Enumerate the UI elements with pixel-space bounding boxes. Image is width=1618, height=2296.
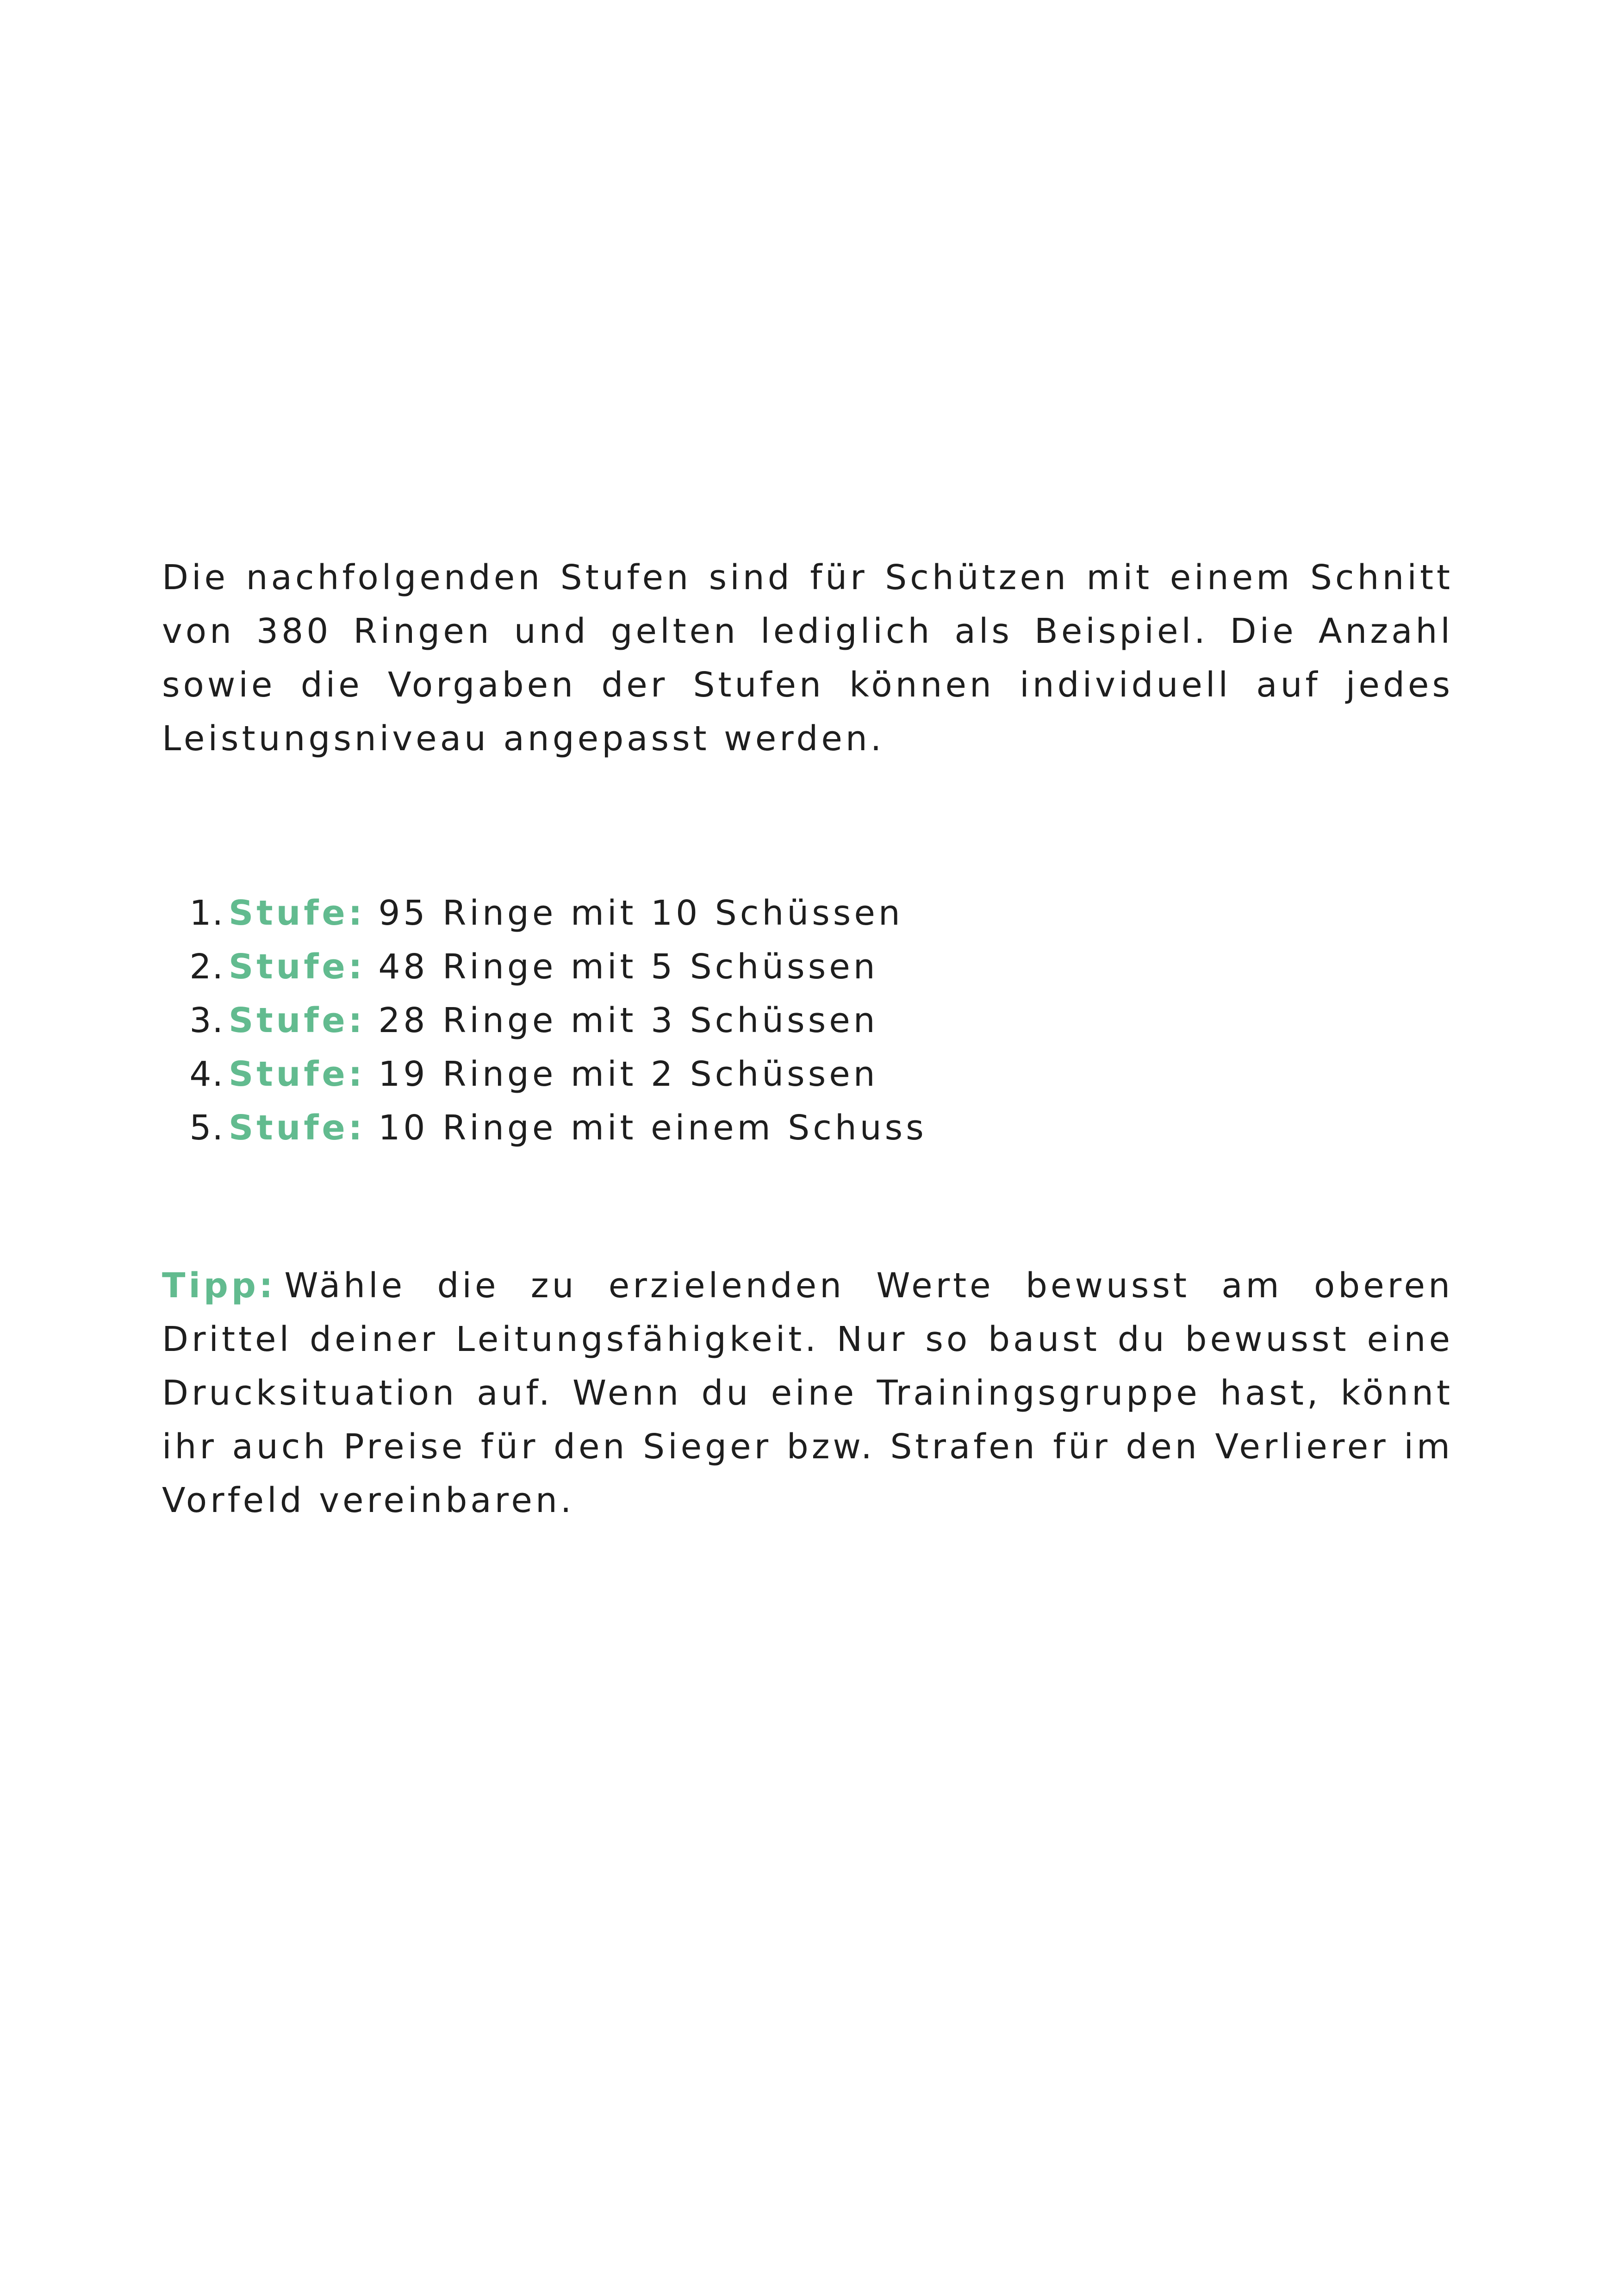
level-label: Stufe: xyxy=(229,893,366,933)
document-content xyxy=(162,551,1453,1520)
level-text: 10 Ringe mit einem Schuss xyxy=(378,1108,927,1148)
level-label: Stufe: xyxy=(229,1001,366,1040)
list-item xyxy=(185,994,927,1047)
level-text: 28 Ringe mit 3 Schüssen xyxy=(378,1001,878,1040)
level-number: 2. xyxy=(189,947,224,987)
level-number: 1. xyxy=(189,893,224,933)
level-text: 19 Ringe mit 2 Schüssen xyxy=(378,1054,878,1094)
list-item xyxy=(185,1047,927,1101)
level-text: 95 Ringe mit 10 Schüssen xyxy=(378,893,903,933)
level-number: 3. xyxy=(189,1001,224,1040)
level-number: 4. xyxy=(189,1054,224,1094)
tip-paragraph xyxy=(162,1259,1453,1527)
list-item xyxy=(185,886,927,940)
level-label: Stufe: xyxy=(229,1054,366,1094)
list-item xyxy=(185,940,927,994)
tip-label: Tipp: xyxy=(162,1266,276,1306)
level-text: 48 Ringe mit 5 Schüssen xyxy=(378,947,878,987)
levels-list xyxy=(185,886,927,1155)
level-label: Stufe: xyxy=(229,947,366,987)
intro-paragraph: Die nachfolgenden Stufen sind für Schützen mit einem Schnitt von 380 Ringen und gelten lediglich als Beispiel. Die Anzahl sowie die Vorgaben der Stufen können individuell auf jedes Leistungsniveau angepasst werden. xyxy=(162,558,1453,759)
tip-text: Wähle die zu erzielenden Werte bewusst am oberen Drittel deiner Leitungsfähigkeit. Nur so baust du bewusst eine Drucksituation auf. Wenn du eine Trainingsgruppe hast, könnt ihr auch Preise für den Sieger bzw. Strafen für den Verlierer im Vorfeld vereinbaren. xyxy=(162,1266,1453,1520)
list-item xyxy=(185,1101,927,1155)
level-number: 5. xyxy=(189,1108,224,1148)
level-label: Stufe: xyxy=(229,1108,366,1148)
